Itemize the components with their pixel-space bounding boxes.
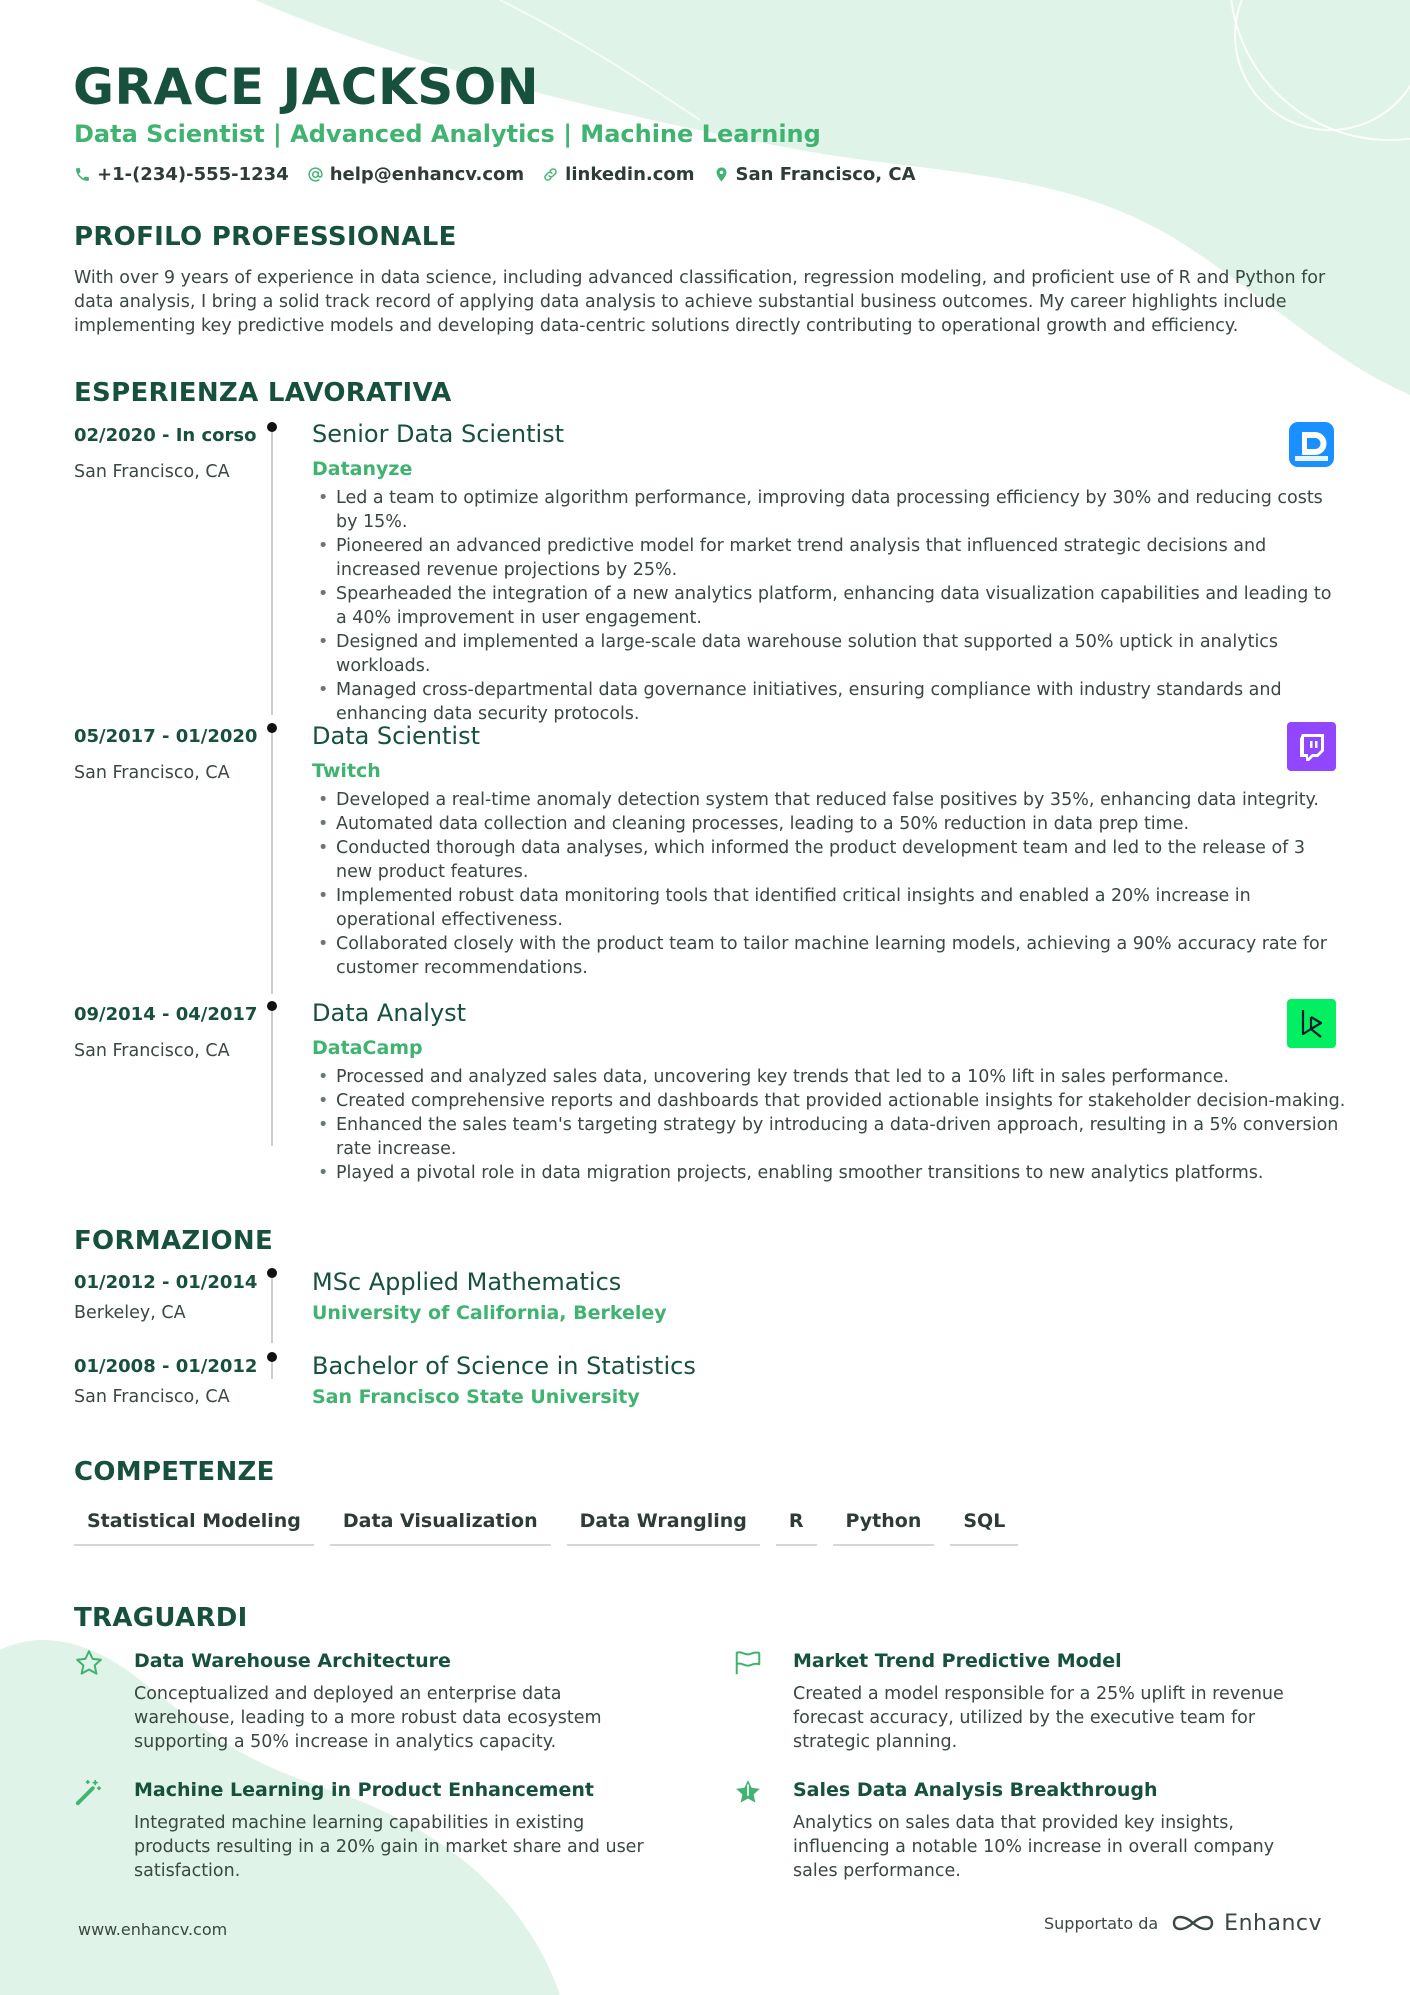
skills-heading: COMPETENZE [74,1457,275,1487]
bullet-item: • Designed and implemented a large-scale data warehouse solution that supported a 50% uptick in analytics workloads. [316,630,1346,678]
bullet-item: • Collaborated closely with the product team to tailor machine learning models, achieving a 90% accuracy rate for customer recommendations. [316,932,1346,980]
skill-tag: Data Visualization [330,1506,551,1546]
contact-linkedin[interactable] [542,164,694,185]
bullet-item: • Played a pivotal role in data migration projects, enabling smoother transitions to new analytics platforms. [316,1161,1346,1185]
twitch-logo-icon [1287,722,1336,771]
bullet-item: • Spearheaded the integration of a new analytics platform, enhancing data visualization capabilities and leading to a 40% improvement in user engagement. [316,582,1346,630]
skill-tag: SQL [950,1506,1018,1546]
timeline-line [271,1004,273,1146]
skills-list [74,1506,1034,1546]
bullet-item: • Led a team to optimize algorithm performance, improving data processing efficiency by 30% and reducing costs by 15%. [316,486,1346,534]
bullet-item: • Managed cross-departmental data governance initiatives, ensuring compliance with industry standards and enhancing data security protocols. [316,678,1346,726]
achievement-text: Analytics on sales data that provided key insights, influencing a notable 10% increase in overall company sales performance. [793,1813,1275,1881]
job-location: San Francisco, CA [74,462,230,482]
powered-by-text: Supportato da [1044,1913,1159,1933]
education-heading: FORMAZIONE [74,1226,274,1256]
job-location: San Francisco, CA [74,763,230,783]
bullet-item: • Processed and analyzed sales data, uncovering key trends that led to a 10% lift in sales performance. [316,1065,1346,1089]
timeline-line [271,726,273,994]
bullet-item: • Enhanced the sales team's targeting strategy by introducing a data-driven approach, resulting in a 5% conversion rate increase. [316,1113,1346,1161]
achievement-text: Conceptualized and deployed an enterprise data warehouse, leading to a more robust data ecosystem supporting a 50% increase in analytics capacity. [134,1684,602,1752]
bullet-item: • Automated data collection and cleaning processes, leading to a 50% reduction in data prep time. [316,812,1346,836]
timeline-dot [267,1268,277,1278]
company-name[interactable]: Twitch [312,760,381,782]
timeline-dot [267,1352,277,1362]
skill-tag: R [776,1506,817,1546]
skill-tag: Data Wrangling [567,1506,760,1546]
flag-icon [733,1648,763,1678]
edu-dates: 01/2012 - 01/2014 [74,1272,258,1293]
company-name[interactable]: Datanyze [312,458,413,480]
achievement-text: Integrated machine learning capabilities in existing products resulting in a 20% gain in market share and user satisfaction. [134,1813,644,1881]
school-name[interactable]: San Francisco State University [312,1386,640,1408]
email-text: help@enhancv.com [329,164,525,185]
datanyze-logo-icon [1287,420,1336,469]
company-name[interactable]: DataCamp [312,1037,423,1059]
degree-title: Bachelor of Science in Statistics [312,1352,696,1380]
contact-info [74,164,934,185]
achievement-title: Market Trend Predictive Model [793,1650,1122,1672]
timeline-dot [267,422,277,432]
degree-title: MSc Applied Mathematics [312,1268,622,1296]
job-dates: 05/2017 - 01/2020 [74,726,258,747]
summary-heading: PROFILO PROFESSIONALE [74,222,457,252]
location-pin-icon [713,166,730,183]
achievement-title: Data Warehouse Architecture [134,1650,451,1672]
star-badge-icon [733,1777,763,1807]
job-title: Data Analyst [312,999,467,1027]
phone-text: +1-(234)-555-1234 [97,164,289,185]
edu-location: Berkeley, CA [74,1303,186,1323]
enhancv-logo-icon [1170,1910,1216,1936]
job-bullets [316,486,1346,726]
location-text: San Francisco, CA [735,164,916,185]
job-bullets [316,1065,1346,1185]
timeline-line [271,1273,273,1343]
footer-branding [1044,1910,1322,1936]
job-location: San Francisco, CA [74,1041,230,1061]
skill-tag: Python [833,1506,935,1546]
summary-text: With over 9 years of experience in data science, including advanced classification, regression modeling, and proficient use of R and Python for data analysis, I bring a solid track record of applying data analysis to achieve substantial business outcomes. My career highlights include implementing key predictive models and developing data-centric solutions directly contributing to operational growth and efficiency. [74,268,1326,336]
contact-email[interactable] [307,164,524,185]
achievement-text: Created a model responsible for a 25% uplift in revenue forecast accuracy, utilized by the executive team for strategic planning. [793,1684,1284,1752]
job-title: Data Scientist [312,722,480,750]
bullet-item: • Implemented robust data monitoring tools that identified critical insights and enabled a 20% increase in operational effectiveness. [316,884,1346,932]
job-bullets [316,788,1346,980]
job-dates: 02/2020 - In corso [74,425,257,446]
candidate-headline: Data Scientist | Advanced Analytics | Machine Learning [74,120,821,148]
bullet-item: • Pioneered an advanced predictive model for market trend analysis that influenced strategic decisions and increased revenue projections by 25%. [316,534,1346,582]
achievement-title: Machine Learning in Product Enhancement [134,1779,594,1801]
achievements-heading: TRAGUARDI [74,1603,248,1633]
experience-heading: ESPERIENZA LAVORATIVA [74,378,452,408]
datacamp-logo-icon [1287,999,1336,1048]
skill-tag: Statistical Modeling [74,1506,314,1546]
candidate-name: GRACE JACKSON [73,58,540,116]
linkedin-text: linkedin.com [565,164,695,185]
bullet-item: • Conducted thorough data analyses, which informed the product development team and led to the release of 3 new product features. [316,836,1346,884]
bullet-item: • Created comprehensive reports and dashboards that provided actionable insights for stakeholder decision-making. [316,1089,1346,1113]
edu-dates: 01/2008 - 01/2012 [74,1356,258,1377]
link-icon [542,166,559,183]
edu-location: San Francisco, CA [74,1387,230,1407]
at-icon [307,166,324,183]
job-dates: 09/2014 - 04/2017 [74,1004,258,1025]
enhancv-brand-name: Enhancv [1224,1910,1322,1936]
star-outline-icon [74,1648,104,1678]
achievement-title: Sales Data Analysis Breakthrough [793,1779,1158,1801]
footer-website-link[interactable]: www.enhancv.com [78,1920,228,1939]
contact-phone[interactable] [74,164,289,185]
timeline-dot [267,723,277,733]
contact-location [713,164,916,185]
phone-icon [74,166,91,183]
school-name[interactable]: University of California, Berkeley [312,1302,667,1324]
timeline-line [271,425,273,715]
job-title: Senior Data Scientist [312,420,565,448]
magic-wand-icon [74,1777,104,1807]
timeline-dot [267,1001,277,1011]
bullet-item: • Developed a real-time anomaly detection system that reduced false positives by 35%, enhancing data integrity. [316,788,1346,812]
